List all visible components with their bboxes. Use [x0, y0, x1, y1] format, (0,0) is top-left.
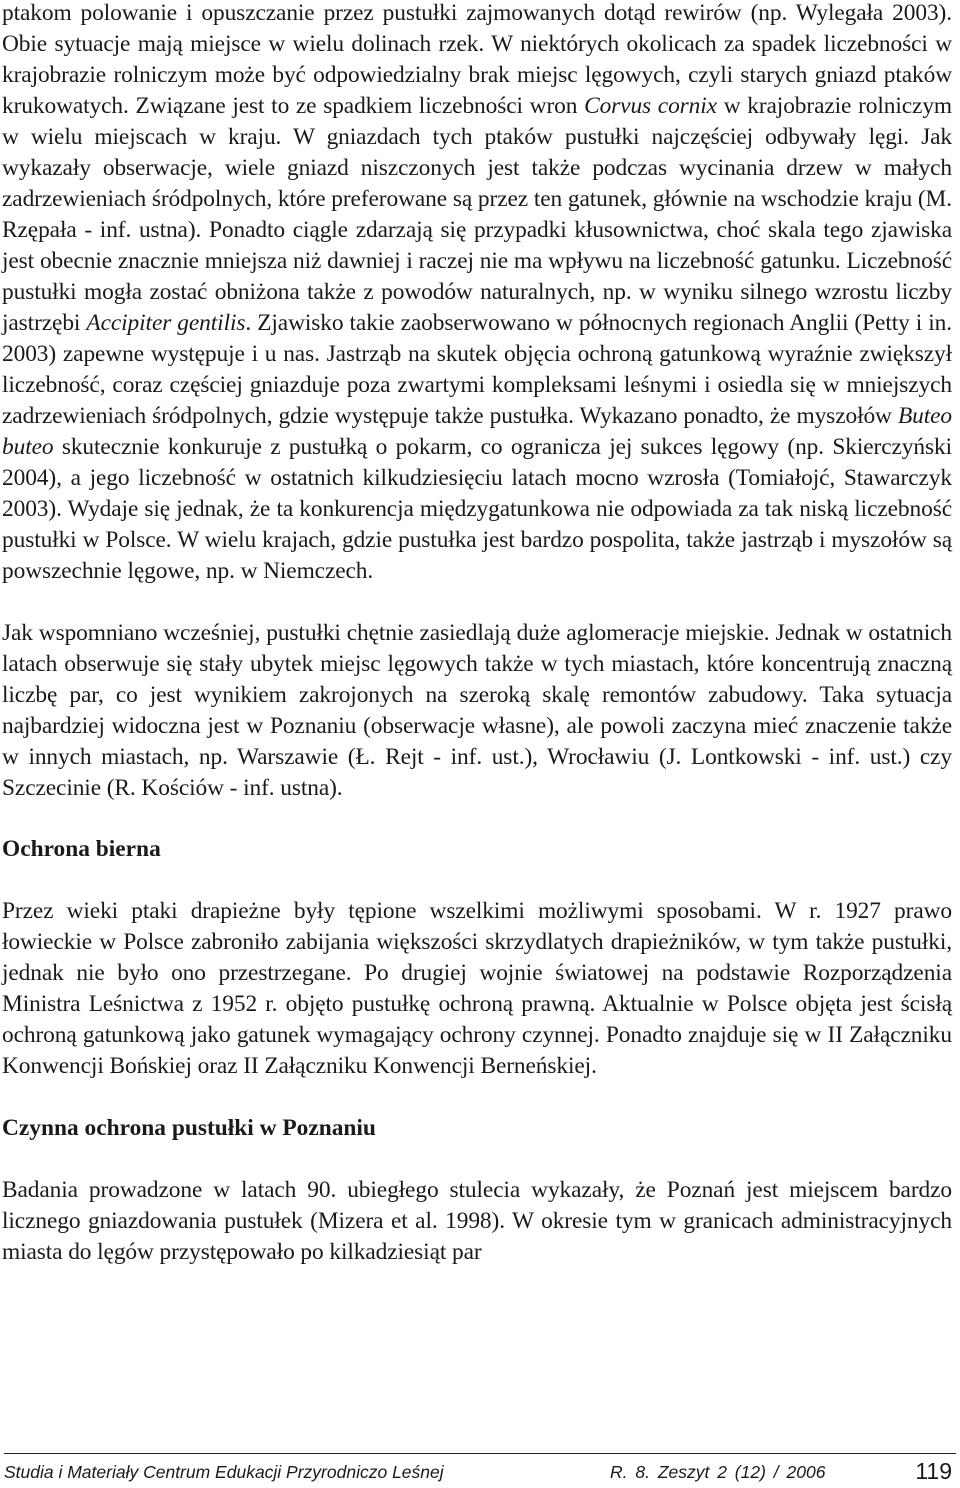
page-number: 119 [915, 1458, 952, 1484]
page-footer [4, 1458, 954, 1488]
paragraph-urban-nesting: Jak wspomniano wcześniej, pustułki chętnie zasiedlają duże aglomeracje miejskie. Jednak w ostatnich latach obserwuje się stały ubytek miejsc lęgowych także w tych miastach, które koncentrują znaczną liczbę par, co jest wynikiem zakrojonych na szeroką skalę remontów zabudowy. Taka sytuacja najbardziej widoczna jest w Poznaniu (obserwacje własne), ale powoli zaczyna mieć znaczenie także w innych miastach, np. Warszawie (Ł. Rejt - inf. ust.), Wrocławiu (J. Lontkowski - inf. ust.) czy Szczecinie (R. Kościów - inf. ustna). [2, 620, 952, 801]
footer-issue-info: R. 8. Zeszyt 2 (12) / 2006 [610, 1462, 826, 1482]
paragraph-passive-protection: Przez wieki ptaki drapieżne były tępione wszelkimi możliwymi sposobami. W r. 1927 prawo łowieckie w Polsce zabroniło zabijania większości skrzydlatych drapieżników, w tym także pustułki, jednak nie było ono przestrzegane. Po drugiej wojnie światowej na podstawie Rozporządzenia Ministra Leśnictwa z 1952 r. objęto pustułkę ochroną prawną. Aktualnie w Polsce objęta jest ścisłą ochroną gatunkową jako gatunek wymagający ochrony czynnej. Ponadto znajduje się w II Załączniku Konwencji Bońskiej oraz II Załączniku Konwencji Berneńskiej. [2, 898, 952, 1079]
text-run: ptakom polowanie i opuszczanie przez pustułki zajmowanych dotąd rewirów (np. Wylegała 2003). Obie sytuacje mają miejsce w wielu dolinach rzek. W niektórych okolicach za spadek liczebności w krajobrazie rolniczym może być odpowiedzialny brak miejsc lęgowych, czyli starych gniazd ptaków krukowatych. Związane jest to ze spadkiem liczebności wron [2, 0, 952, 119]
section-heading-passive-protection: Ochrona bierna [2, 836, 161, 862]
article-body [2, 0, 952, 1268]
species-name: Corvus cornix [584, 93, 717, 119]
paragraph-predators [2, 0, 952, 587]
paragraph-poznan-research: Badania prowadzone w latach 90. ubiegłego stulecia wykazały, że Poznań jest miejscem bardzo licznego gniazdowania pustułek (Mizera et al. 1998). W okresie tym w granicach administracyjnych miasta do lęgów przystępowało po kilkadziesiąt par [2, 1177, 952, 1265]
species-name: Accipiter gentilis [86, 310, 246, 336]
text-run: . Zjawisko takie zaobserwowano w północnych regionach Anglii (Petty i in. 2003) zapewne występuje i u nas. Jastrząb na skutek objęcia ochroną gatunkową wyraźnie zwiększył liczebność, coraz częściej gniazduje poza zwartymi kompleksami leśnymi i osiedla się w mniejszych zadrzewieniach śródpolnych, gdzie występuje także pustułka. Wykazano ponadto, że myszołów [2, 310, 952, 429]
text-run: w krajobrazie rolniczym w wielu miejscach w kraju. W gniazdach tych ptaków pustułki najczęściej odbywały lęgi. Jak wykazały obserwacje, wiele gniazd niszczonych jest także podczas wycinania drzew w małych zadrzewieniach śródpolnych, które preferowane są przez ten gatunek, głównie na wschodzie kraju (M. Rzępała - inf. ustna). Ponadto ciągle zdarzają się przypadki kłusownictwa, choć skala tego zjawiska jest obecnie znacznie mniejsza niż dawniej i raczej nie ma wpływu na liczebność gatunku. Liczebność pustułki mogła zostać obniżona także z powodów naturalnych, np. w wyniku silnego wzrostu liczby jastrzębi [2, 93, 953, 336]
section-heading-active-protection: Czynna ochrona pustułki w Poznaniu [2, 1115, 376, 1141]
footer-journal-title: Studia i Materiały Centrum Edukacji Przyrodniczo Leśnej [4, 1462, 444, 1482]
text-run: skutecznie konkuruje z pustułką o pokarm, co ogranicza jej sukces lęgowy (np. Skierczyński 2004), a jego liczebność w ostatnich kilkudziesięciu latach mocno wzrosła (Tomiałojć, Stawarczyk 2003). Wydaje się jednak, że ta konkurencja międzygatunkowa nie odpowiada za tak niską liczebność pustułki w Polsce. W wielu krajach, gdzie pustułka jest bardzo pospolita, także jastrząb i myszołów są powszechnie lęgowe, np. w Niemczech. [2, 434, 952, 584]
footer-divider [4, 1453, 956, 1454]
species-name: Buteo buteo [2, 403, 952, 460]
